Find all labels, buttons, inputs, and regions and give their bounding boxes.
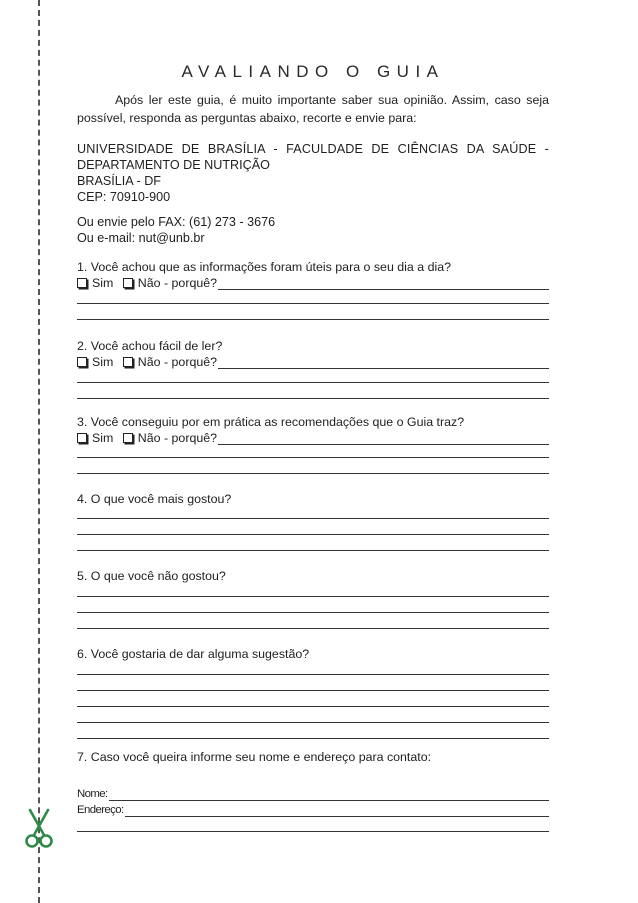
q2-sim-checkbox[interactable]: [77, 357, 87, 367]
q6-answer-line[interactable]: [77, 722, 549, 723]
q2-answer-line[interactable]: [77, 398, 549, 399]
question-2: 2. Você achou fácil de ler?: [77, 339, 223, 353]
intro-line-1: Após ler este guia, é muito importante saber sua opinião. Assim, caso seja: [115, 93, 549, 107]
q3-nao-checkbox[interactable]: [123, 433, 133, 443]
q3-sim-checkbox[interactable]: [77, 433, 87, 443]
q1-sim-label: Sim: [92, 276, 114, 290]
q4-answer-line[interactable]: [77, 518, 549, 519]
intro-text: [77, 91, 549, 127]
q6-answer-line[interactable]: [77, 690, 549, 691]
address-line-3: BRASÍLIA - DF: [77, 174, 161, 188]
contact-info: [77, 214, 549, 246]
q3-nao-label: Não - porquê?: [137, 431, 218, 445]
email-line: Ou e-mail: nut@unb.br: [77, 231, 205, 245]
address-line-1: UNIVERSIDADE DE BRASÍLIA - FACULDADE DE CIÊNCIAS DA SAÚDE -: [77, 142, 549, 156]
q2-sim-label: Sim: [92, 355, 114, 369]
q1-sim-checkbox[interactable]: [77, 278, 87, 288]
q4-answer-line[interactable]: [77, 550, 549, 551]
q2-answer-line[interactable]: [77, 382, 549, 383]
q6-answer-line[interactable]: [77, 674, 549, 675]
endereco-continuation-line[interactable]: [77, 831, 549, 832]
q3-answer-line[interactable]: [77, 457, 549, 458]
q1-answer-row: [77, 276, 549, 292]
endereco-field-row: [77, 803, 549, 819]
q3-answer-line[interactable]: [77, 473, 549, 474]
nome-label: Nome:: [77, 787, 109, 803]
nome-field-row: [77, 787, 549, 803]
q1-answer-line[interactable]: [77, 303, 549, 304]
q6-answer-line[interactable]: [77, 738, 549, 739]
mailing-address: [77, 141, 549, 205]
q4-answer-line[interactable]: [77, 534, 549, 535]
nome-field-line[interactable]: [77, 800, 549, 801]
q5-answer-line[interactable]: [77, 612, 549, 613]
question-1: 1. Você achou que as informações foram úteis para o seu dia a dia?: [77, 260, 452, 274]
q2-answer-row: [77, 355, 549, 371]
question-3: 3. Você conseguiu por em prática as recomendações que o Guia traz?: [77, 415, 465, 429]
endereco-label: Endereço:: [77, 803, 125, 819]
address-line-2: DEPARTAMENTO DE NUTRIÇÃO: [77, 158, 270, 172]
cut-line: [38, 0, 40, 903]
address-line-4: CEP: 70910-900: [77, 190, 171, 204]
q5-answer-line[interactable]: [77, 596, 549, 597]
scissors-icon: [24, 808, 54, 850]
q1-nao-checkbox[interactable]: [123, 278, 133, 288]
page-title: AVALIANDO O GUIA: [181, 62, 445, 81]
q1-nao-label: Não - porquê?: [137, 276, 218, 290]
question-7: 7. Caso você queira informe seu nome e endereço para contato:: [77, 750, 432, 764]
endereco-field-line[interactable]: [77, 816, 549, 817]
q2-nao-checkbox[interactable]: [123, 357, 133, 367]
q5-answer-line[interactable]: [77, 628, 549, 629]
q2-nao-label: Não - porquê?: [137, 355, 218, 369]
q1-answer-line[interactable]: [77, 319, 549, 320]
question-4: 4. O que você mais gostou?: [77, 492, 232, 506]
question-6: 6. Você gostaria de dar alguma sugestão?: [77, 647, 310, 661]
q3-answer-row: [77, 431, 549, 447]
question-5: 5. O que você não gostou?: [77, 569, 226, 583]
q3-sim-label: Sim: [92, 431, 114, 445]
q6-answer-line[interactable]: [77, 706, 549, 707]
fax-line: Ou envie pelo FAX: (61) 273 - 3676: [77, 215, 276, 229]
intro-line-2: possível, responda as perguntas abaixo, recorte e envie para:: [77, 111, 417, 125]
